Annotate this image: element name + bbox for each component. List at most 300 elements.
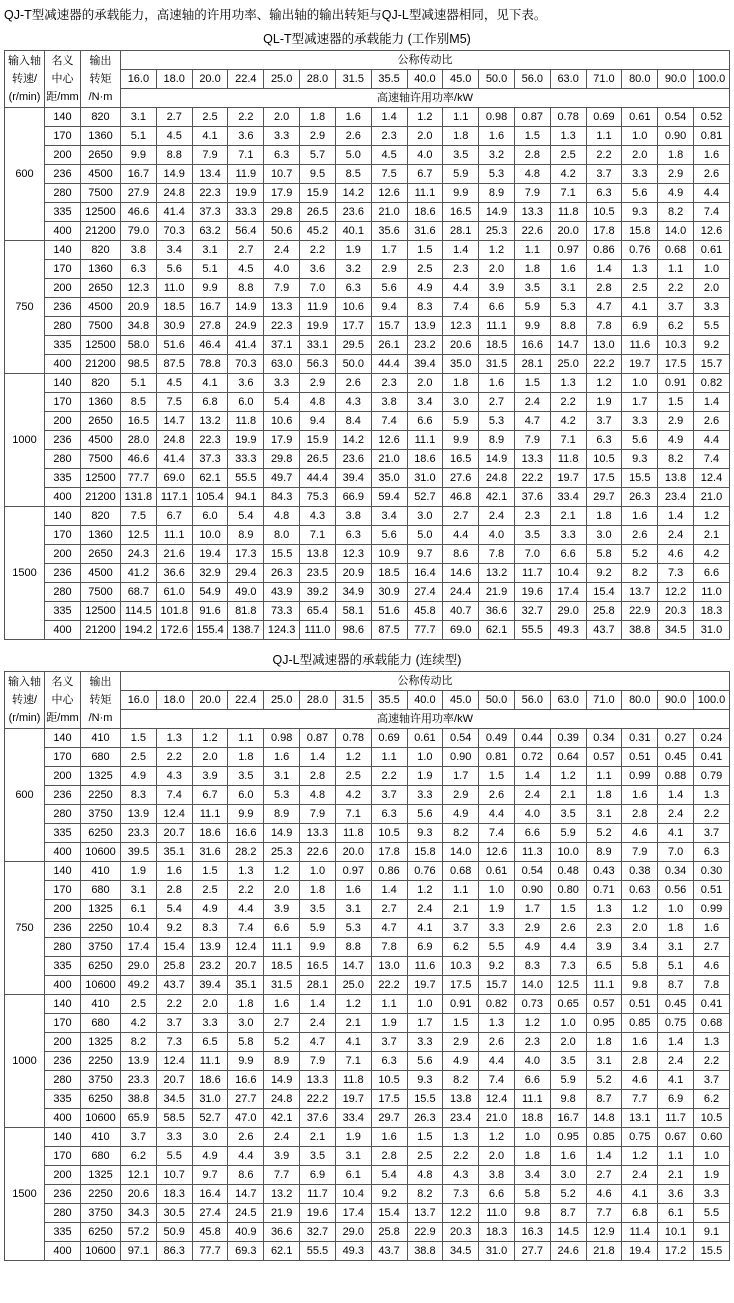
power-value-cell: 11.0 <box>156 278 192 297</box>
power-value-cell: 1.2 <box>479 1127 515 1146</box>
nominal-center-distance-header: 名义 中心 距/mm <box>45 671 81 728</box>
power-value-cell: 13.9 <box>192 937 228 956</box>
power-value-cell: 3.8 <box>479 1165 515 1184</box>
power-value-cell: 2.4 <box>407 899 443 918</box>
power-value-cell: 15.9 <box>300 430 336 449</box>
center-distance-cell: 200 <box>45 544 81 563</box>
power-value-cell: 79.0 <box>121 221 157 240</box>
table-row <box>5 766 730 785</box>
power-value-cell: 8.5 <box>335 164 371 183</box>
power-value-cell: 15.5 <box>407 1089 443 1108</box>
power-value-cell: 3.7 <box>694 1070 730 1089</box>
power-value-cell: 25.0 <box>550 354 586 373</box>
power-value-cell: 16.6 <box>228 1070 264 1089</box>
power-value-cell: 7.0 <box>658 842 694 861</box>
power-value-cell: 0.39 <box>550 728 586 747</box>
power-value-cell: 1.0 <box>694 259 730 278</box>
power-value-cell: 2.0 <box>407 126 443 145</box>
power-value-cell: 9.7 <box>192 1165 228 1184</box>
power-value-cell: 20.0 <box>550 221 586 240</box>
input-speed-cell: 750 <box>5 861 45 994</box>
power-value-cell: 0.31 <box>622 728 658 747</box>
center-distance-cell: 140 <box>45 240 81 259</box>
power-value-cell: 22.9 <box>622 601 658 620</box>
power-value-cell: 22.2 <box>514 468 550 487</box>
power-value-cell: 11.1 <box>264 937 300 956</box>
power-value-cell: 13.8 <box>300 544 336 563</box>
power-value-cell: 17.9 <box>264 430 300 449</box>
power-value-cell: 11.1 <box>192 1051 228 1070</box>
power-value-cell: 0.67 <box>658 1127 694 1146</box>
power-value-cell: 4.7 <box>586 297 622 316</box>
power-value-cell: 0.79 <box>694 766 730 785</box>
ratio-value-header: 25.0 <box>264 690 300 709</box>
power-value-cell: 4.6 <box>622 1070 658 1089</box>
power-value-cell: 7.4 <box>479 823 515 842</box>
power-value-cell: 12.3 <box>335 544 371 563</box>
power-value-cell: 16.5 <box>443 449 479 468</box>
power-value-cell: 101.8 <box>156 601 192 620</box>
output-torque-cell: 7500 <box>81 183 121 202</box>
output-torque-cell: 10600 <box>81 842 121 861</box>
power-value-cell: 0.76 <box>622 240 658 259</box>
power-value-cell: 7.4 <box>694 202 730 221</box>
power-value-cell: 7.4 <box>479 1070 515 1089</box>
table-row <box>5 1146 730 1165</box>
center-distance-cell: 400 <box>45 1108 81 1127</box>
power-value-cell: 12.4 <box>156 804 192 823</box>
input-speed-cell: 600 <box>5 107 45 240</box>
power-value-cell: 2.6 <box>335 126 371 145</box>
power-value-cell: 12.3 <box>443 316 479 335</box>
power-value-cell: 1.9 <box>694 1165 730 1184</box>
power-value-cell: 7.3 <box>550 956 586 975</box>
power-value-cell: 1.2 <box>407 107 443 126</box>
center-distance-cell: 335 <box>45 1089 81 1108</box>
power-value-cell: 1.5 <box>479 766 515 785</box>
ratio-value-header: 80.0 <box>622 69 658 88</box>
center-distance-cell: 400 <box>45 842 81 861</box>
power-value-cell: 14.2 <box>335 430 371 449</box>
power-value-cell: 2.2 <box>371 766 407 785</box>
power-value-cell: 1.6 <box>479 126 515 145</box>
output-torque-cell: 410 <box>81 861 121 880</box>
power-value-cell: 4.6 <box>622 823 658 842</box>
power-value-cell: 23.4 <box>658 487 694 506</box>
power-value-cell: 19.6 <box>514 582 550 601</box>
power-value-cell: 1.8 <box>443 373 479 392</box>
power-value-cell: 49.7 <box>264 468 300 487</box>
power-value-cell: 19.7 <box>622 354 658 373</box>
power-value-cell: 2.5 <box>192 880 228 899</box>
power-value-cell: 2.0 <box>264 107 300 126</box>
power-value-cell: 7.9 <box>300 804 336 823</box>
power-value-cell: 4.9 <box>192 899 228 918</box>
power-value-cell: 1.8 <box>586 785 622 804</box>
power-value-cell: 0.75 <box>622 1127 658 1146</box>
power-value-cell: 40.1 <box>335 221 371 240</box>
power-value-cell: 2.5 <box>622 278 658 297</box>
power-value-cell: 0.51 <box>622 994 658 1013</box>
power-value-cell: 1.5 <box>514 373 550 392</box>
table-row <box>5 1070 730 1089</box>
power-value-cell: 35.1 <box>228 975 264 994</box>
output-torque-cell: 2250 <box>81 785 121 804</box>
power-value-cell: 1.1 <box>371 747 407 766</box>
power-value-cell: 3.3 <box>694 297 730 316</box>
power-value-cell: 34.8 <box>121 316 157 335</box>
power-value-cell: 6.7 <box>156 506 192 525</box>
power-value-cell: 8.9 <box>479 430 515 449</box>
power-value-cell: 26.3 <box>264 563 300 582</box>
power-value-cell: 16.5 <box>443 202 479 221</box>
power-value-cell: 7.4 <box>694 449 730 468</box>
power-value-cell: 16.6 <box>514 335 550 354</box>
power-value-cell: 4.3 <box>335 392 371 411</box>
power-value-cell: 25.8 <box>586 601 622 620</box>
table-row <box>5 804 730 823</box>
output-torque-cell: 820 <box>81 373 121 392</box>
power-value-cell: 32.7 <box>514 601 550 620</box>
power-value-cell: 46.6 <box>121 449 157 468</box>
power-value-cell: 24.4 <box>443 582 479 601</box>
power-value-cell: 14.7 <box>335 956 371 975</box>
ratio-value-header: 50.0 <box>479 690 515 709</box>
power-value-cell: 16.7 <box>550 1108 586 1127</box>
power-value-cell: 40.7 <box>443 601 479 620</box>
input-speed-cell: 1500 <box>5 1127 45 1260</box>
power-value-cell: 41.4 <box>228 335 264 354</box>
power-value-cell: 3.1 <box>586 1051 622 1070</box>
center-distance-cell: 170 <box>45 126 81 145</box>
power-value-cell: 14.9 <box>479 202 515 221</box>
power-value-cell: 2.4 <box>479 506 515 525</box>
power-value-cell: 25.8 <box>156 956 192 975</box>
power-value-cell: 2.8 <box>586 278 622 297</box>
power-value-cell: 13.3 <box>514 202 550 221</box>
power-value-cell: 1.2 <box>192 728 228 747</box>
power-value-cell: 3.7 <box>371 1032 407 1051</box>
power-value-cell: 12.5 <box>550 975 586 994</box>
power-value-cell: 2.8 <box>156 880 192 899</box>
power-value-cell: 26.1 <box>371 335 407 354</box>
output-torque-cell: 820 <box>81 506 121 525</box>
power-value-cell: 2.0 <box>192 994 228 1013</box>
power-value-cell: 2.9 <box>514 918 550 937</box>
center-distance-cell: 280 <box>45 1070 81 1089</box>
power-value-cell: 1.4 <box>371 107 407 126</box>
center-distance-cell: 236 <box>45 297 81 316</box>
center-distance-cell: 200 <box>45 411 81 430</box>
power-value-cell: 11.1 <box>514 1089 550 1108</box>
power-value-cell: 3.0 <box>586 525 622 544</box>
output-torque-cell: 680 <box>81 1146 121 1165</box>
power-value-cell: 5.4 <box>228 506 264 525</box>
power-value-cell: 10.4 <box>121 918 157 937</box>
power-value-cell: 1.5 <box>192 861 228 880</box>
power-value-cell: 26.3 <box>407 1108 443 1127</box>
power-value-cell: 3.8 <box>335 506 371 525</box>
power-value-cell: 7.9 <box>300 1051 336 1070</box>
power-value-cell: 2.4 <box>658 1051 694 1070</box>
center-distance-cell: 280 <box>45 582 81 601</box>
power-value-cell: 2.8 <box>371 1146 407 1165</box>
power-value-cell: 114.5 <box>121 601 157 620</box>
power-value-cell: 7.7 <box>622 1089 658 1108</box>
power-value-cell: 12.6 <box>371 183 407 202</box>
power-value-cell: 52.7 <box>192 1108 228 1127</box>
power-value-cell: 31.6 <box>192 842 228 861</box>
output-torque-cell: 410 <box>81 728 121 747</box>
power-value-cell: 7.3 <box>658 563 694 582</box>
power-value-cell: 1.4 <box>586 1146 622 1165</box>
power-value-cell: 24.8 <box>156 183 192 202</box>
power-value-cell: 63.0 <box>264 354 300 373</box>
input-speed-cell: 600 <box>5 728 45 861</box>
power-value-cell: 5.2 <box>264 1032 300 1051</box>
output-torque-cell: 7500 <box>81 449 121 468</box>
power-value-cell: 0.63 <box>622 880 658 899</box>
center-distance-cell: 170 <box>45 747 81 766</box>
power-value-cell: 19.6 <box>300 1203 336 1222</box>
output-torque-cell: 410 <box>81 1127 121 1146</box>
power-value-cell: 2.0 <box>192 747 228 766</box>
power-value-cell: 7.5 <box>156 392 192 411</box>
power-value-cell: 8.4 <box>335 411 371 430</box>
power-value-cell: 2.6 <box>694 164 730 183</box>
power-value-cell: 51.6 <box>156 335 192 354</box>
power-value-cell: 4.3 <box>300 506 336 525</box>
power-value-cell: 1.0 <box>300 861 336 880</box>
table-row <box>5 1241 730 1260</box>
power-value-cell: 8.2 <box>121 1032 157 1051</box>
center-distance-cell: 280 <box>45 449 81 468</box>
power-value-cell: 39.5 <box>121 842 157 861</box>
power-value-cell: 3.8 <box>121 240 157 259</box>
power-value-cell: 33.4 <box>550 487 586 506</box>
power-value-cell: 24.8 <box>264 1089 300 1108</box>
power-value-cell: 23.2 <box>407 335 443 354</box>
power-value-cell: 17.4 <box>121 937 157 956</box>
output-torque-header: 输出 转矩 /N·m <box>81 50 121 107</box>
table-row <box>5 1127 730 1146</box>
power-value-cell: 3.3 <box>156 1127 192 1146</box>
power-value-cell: 12.3 <box>121 278 157 297</box>
power-value-cell: 1.7 <box>622 392 658 411</box>
power-value-cell: 15.7 <box>479 975 515 994</box>
power-value-cell: 0.54 <box>443 728 479 747</box>
ratio-value-header: 18.0 <box>156 69 192 88</box>
power-value-cell: 3.1 <box>586 804 622 823</box>
power-value-cell: 8.8 <box>335 937 371 956</box>
power-value-cell: 2.7 <box>586 1165 622 1184</box>
power-value-cell: 1.4 <box>658 506 694 525</box>
power-value-cell: 0.72 <box>514 747 550 766</box>
power-value-cell: 41.2 <box>121 563 157 582</box>
power-value-cell: 7.1 <box>228 145 264 164</box>
center-distance-cell: 200 <box>45 278 81 297</box>
power-value-cell: 3.6 <box>658 1184 694 1203</box>
power-value-cell: 11.8 <box>335 1070 371 1089</box>
power-value-cell: 13.2 <box>192 411 228 430</box>
center-distance-cell: 236 <box>45 430 81 449</box>
power-value-cell: 1.1 <box>658 259 694 278</box>
power-value-cell: 7.8 <box>694 975 730 994</box>
power-value-cell: 2.0 <box>407 373 443 392</box>
power-value-cell: 1.9 <box>121 861 157 880</box>
center-distance-cell: 170 <box>45 392 81 411</box>
center-distance-cell: 236 <box>45 563 81 582</box>
table-row <box>5 1089 730 1108</box>
power-value-cell: 31.0 <box>192 1089 228 1108</box>
power-value-cell: 12.9 <box>586 1222 622 1241</box>
output-torque-cell: 6250 <box>81 1222 121 1241</box>
power-value-cell: 23.2 <box>192 956 228 975</box>
power-value-cell: 11.4 <box>622 1222 658 1241</box>
power-value-cell: 39.2 <box>300 582 336 601</box>
output-torque-cell: 1360 <box>81 126 121 145</box>
power-value-cell: 4.7 <box>514 411 550 430</box>
power-value-cell: 36.6 <box>264 1222 300 1241</box>
power-value-cell: 4.6 <box>586 1184 622 1203</box>
power-value-cell: 2.1 <box>300 1127 336 1146</box>
power-value-cell: 33.3 <box>228 449 264 468</box>
power-value-cell: 5.3 <box>264 785 300 804</box>
power-value-cell: 1.3 <box>228 861 264 880</box>
power-value-cell: 87.5 <box>156 354 192 373</box>
ratio-value-header: 71.0 <box>586 690 622 709</box>
power-value-cell: 6.7 <box>192 785 228 804</box>
power-value-cell: 13.3 <box>300 1070 336 1089</box>
power-value-cell: 50.9 <box>156 1222 192 1241</box>
power-value-cell: 6.3 <box>121 259 157 278</box>
power-value-cell: 22.6 <box>514 221 550 240</box>
power-value-cell: 7.9 <box>192 145 228 164</box>
power-value-cell: 18.5 <box>479 335 515 354</box>
power-value-cell: 2.8 <box>622 804 658 823</box>
power-value-cell: 58.1 <box>335 601 371 620</box>
power-value-cell: 3.5 <box>550 1051 586 1070</box>
ratio-value-header: 20.0 <box>192 690 228 709</box>
table-row <box>5 880 730 899</box>
table-row <box>5 126 730 145</box>
power-value-cell: 17.9 <box>264 183 300 202</box>
power-value-cell: 0.99 <box>622 766 658 785</box>
power-value-cell: 13.3 <box>264 297 300 316</box>
power-value-cell: 5.7 <box>300 145 336 164</box>
power-value-cell: 0.49 <box>479 728 515 747</box>
output-torque-cell: 680 <box>81 747 121 766</box>
center-distance-cell: 335 <box>45 956 81 975</box>
power-value-cell: 22.2 <box>300 1089 336 1108</box>
power-value-cell: 1.2 <box>622 899 658 918</box>
power-value-cell: 6.0 <box>228 785 264 804</box>
power-value-cell: 6.8 <box>192 392 228 411</box>
power-value-cell: 7.9 <box>514 430 550 449</box>
power-value-cell: 3.3 <box>264 126 300 145</box>
power-value-cell: 3.6 <box>300 259 336 278</box>
power-value-cell: 54.9 <box>192 582 228 601</box>
power-value-cell: 2.5 <box>407 259 443 278</box>
power-value-cell: 19.9 <box>300 316 336 335</box>
power-value-cell: 20.7 <box>156 1070 192 1089</box>
power-value-cell: 0.68 <box>694 1013 730 1032</box>
power-value-cell: 18.8 <box>514 1108 550 1127</box>
table-row <box>5 937 730 956</box>
ratio-value-header: 45.0 <box>443 69 479 88</box>
power-value-cell: 22.2 <box>586 354 622 373</box>
power-value-cell: 2.3 <box>514 1032 550 1051</box>
power-value-cell: 2.9 <box>300 126 336 145</box>
power-value-cell: 9.8 <box>550 1089 586 1108</box>
power-value-cell: 18.3 <box>694 601 730 620</box>
power-value-cell: 3.3 <box>550 525 586 544</box>
power-value-cell: 0.34 <box>586 728 622 747</box>
output-torque-cell: 1325 <box>81 899 121 918</box>
power-value-cell: 6.1 <box>335 1165 371 1184</box>
power-value-cell: 5.2 <box>550 1184 586 1203</box>
power-value-cell: 3.1 <box>121 107 157 126</box>
power-value-cell: 9.9 <box>443 430 479 449</box>
power-value-cell: 5.6 <box>407 804 443 823</box>
power-value-cell: 3.0 <box>550 1165 586 1184</box>
power-value-cell: 6.6 <box>479 297 515 316</box>
power-value-cell: 11.0 <box>479 1203 515 1222</box>
power-value-cell: 14.9 <box>264 1070 300 1089</box>
power-value-cell: 1.4 <box>443 240 479 259</box>
power-value-cell: 2.2 <box>228 880 264 899</box>
power-value-cell: 26.3 <box>622 487 658 506</box>
power-value-cell: 2.1 <box>550 785 586 804</box>
power-value-cell: 7.8 <box>586 316 622 335</box>
table-row <box>5 785 730 804</box>
power-value-cell: 4.2 <box>335 785 371 804</box>
table-row <box>5 107 730 126</box>
ratio-value-header: 80.0 <box>622 690 658 709</box>
power-value-cell: 2.7 <box>264 1013 300 1032</box>
power-value-cell: 0.45 <box>658 747 694 766</box>
power-value-cell: 10.5 <box>694 1108 730 1127</box>
power-value-cell: 14.9 <box>264 823 300 842</box>
power-value-cell: 39.4 <box>335 468 371 487</box>
power-value-cell: 11.1 <box>407 183 443 202</box>
power-value-cell: 6.7 <box>407 164 443 183</box>
power-value-cell: 19.7 <box>407 975 443 994</box>
power-value-cell: 3.9 <box>586 937 622 956</box>
power-value-cell: 22.9 <box>407 1222 443 1241</box>
power-value-cell: 35.1 <box>156 842 192 861</box>
power-value-cell: 2.4 <box>514 785 550 804</box>
power-value-cell: 3.7 <box>156 1013 192 1032</box>
power-value-cell: 17.8 <box>371 842 407 861</box>
power-value-cell: 6.9 <box>300 1165 336 1184</box>
power-value-cell: 12.4 <box>156 1051 192 1070</box>
power-value-cell: 2.4 <box>264 1127 300 1146</box>
power-value-cell: 24.9 <box>228 316 264 335</box>
power-value-cell: 3.5 <box>514 278 550 297</box>
power-value-cell: 2.0 <box>550 1032 586 1051</box>
power-value-cell: 1.9 <box>586 392 622 411</box>
power-value-cell: 18.5 <box>156 297 192 316</box>
power-value-cell: 1.6 <box>335 880 371 899</box>
ratio-value-header: 40.0 <box>407 690 443 709</box>
output-torque-cell: 2250 <box>81 1051 121 1070</box>
power-value-cell: 6.8 <box>622 1203 658 1222</box>
power-value-cell: 31.5 <box>264 975 300 994</box>
power-value-cell: 10.6 <box>335 297 371 316</box>
power-value-cell: 0.90 <box>514 880 550 899</box>
power-value-cell: 58.0 <box>121 335 157 354</box>
